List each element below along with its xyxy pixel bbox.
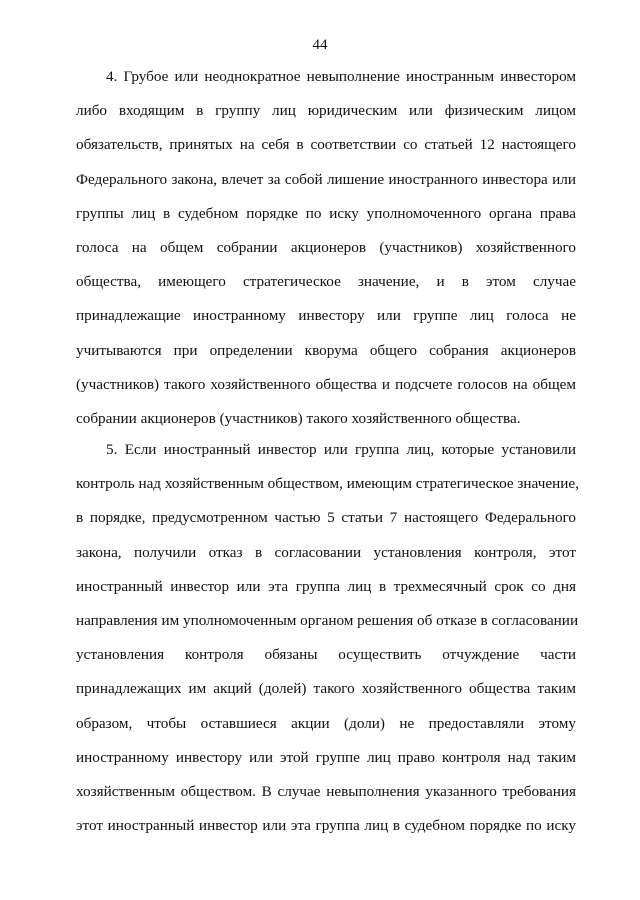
text-line: иностранный инвестор или эта группа лиц в трехмесячный срок со дня: [76, 577, 576, 595]
text-line: голоса на общем собрании акционеров (участников) хозяйственного: [76, 238, 576, 256]
page-number: 44: [312, 37, 328, 53]
text-line: хозяйственным обществом. В случае невыполнения указанного требования: [76, 782, 576, 800]
text-line: в порядке, предусмотренном частью 5 статьи 7 настоящего Федерального: [76, 509, 576, 527]
text-line: закона, получили отказ в согласовании установления контроля, этот: [76, 543, 576, 561]
text-line: группы лиц в судебном порядке по иску уполномоченного органа права: [76, 204, 576, 222]
text-line: 4. Грубое или неоднократное невыполнение иностранным инвестором: [106, 68, 576, 85]
text-line: контроль над хозяйственным обществом, имеющим стратегическое значение,: [76, 475, 579, 493]
paragraph-4: [76, 60, 576, 436]
text-line: образом, чтобы оставшиеся акции (доли) не предоставляли этому: [76, 714, 576, 732]
paragraph-5: [76, 433, 579, 843]
text-line: направления им уполномоченным органом решения об отказе в согласовании: [76, 611, 579, 629]
text-line: этот иностранный инвестор или эта группа лиц в судебном порядке по иску: [76, 817, 576, 835]
text-line: собрании акционеров (участников) такого хозяйственного общества.: [76, 409, 521, 427]
text-line: принадлежащие иностранному инвестору или группе лиц голоса не: [76, 307, 576, 325]
text-line: либо входящим в группу лиц юридическим или физическим лицом: [76, 102, 576, 120]
text-line: иностранному инвестору или этой группе лиц право контроля над таким: [76, 748, 576, 766]
text-line: обязательств, принятых на себя в соответствии со статьей 12 настоящего: [76, 136, 576, 154]
text-line: принадлежащих им акций (долей) такого хозяйственного общества таким: [76, 680, 576, 698]
text-line: установления контроля обязаны осуществить отчуждение части: [76, 646, 576, 664]
text-line: общества, имеющего стратегическое значение, и в этом случае: [76, 273, 576, 291]
text-line: 5. Если иностранный инвестор или группа лиц, которые установили: [106, 441, 576, 458]
text-line: (участников) такого хозяйственного общества и подсчете голосов на общем: [76, 375, 576, 393]
text-line: Федерального закона, влечет за собой лишение иностранного инвестора или: [76, 170, 576, 188]
text-line: учитываются при определении кворума общего собрания акционеров: [76, 341, 576, 359]
